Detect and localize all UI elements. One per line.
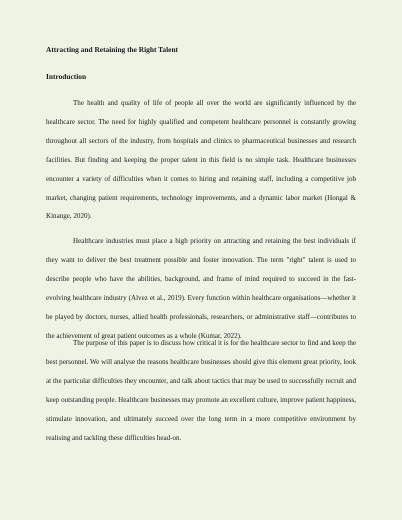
paragraph: The purpose of this paper is to discuss how critical it is for the healthcare sector to find and keep the best personnel. We will analyse the reasons healthcare businesses should give this element great priority, look at the particular difficulties they encounter, and talk about tactics that may be used to successfully recruit and keep outstanding people. Healthcare businesses may promote an excellent culture, improve patient happiness, stimulate innovation, and ultimately succeed over the long term in a more competitive environment by realising and tackling these difficulties head-on. (46, 339, 356, 442)
section-heading-introduction: Introduction (46, 72, 87, 81)
document-title: Attracting and Retaining the Right Talent (46, 45, 179, 54)
document-page (46, 0, 356, 520)
paragraph: The health and quality of life of people all over the world are significantly influenced by the healthcare sector. The need for highly qualified and competent healthcare personnel is constantly growing throughout all sectors of the industry, from hospitals and clinics to pharmaceutical businesses and research facilities. But finding and keeping the proper talent in this field is no simple task. Healthcare businesses encounter a variety of difficulties when it comes to hiring and retaining staff, including a competitive job market, changing patient requirements, technology improvements, and a dynamic labor market (Hongal & Kinange, 2020). (46, 99, 356, 221)
paragraph: Healthcare industries must place a high priority on attracting and retaining the best individuals if they want to deliver the best treatment possible and foster innovation. The term "right" talent is used to describe people who have the abilities, background, and frame of mind required to succeed in the fast-evolving healthcare industry (Alvez et al., 2019). Every function within healthcare organisations—whether it be played by doctors, nurses, allied health professionals, researchers, or administrative staff—contributes to the achievement of great patient outcomes as a whole (Kumar, 2022). (46, 237, 356, 340)
